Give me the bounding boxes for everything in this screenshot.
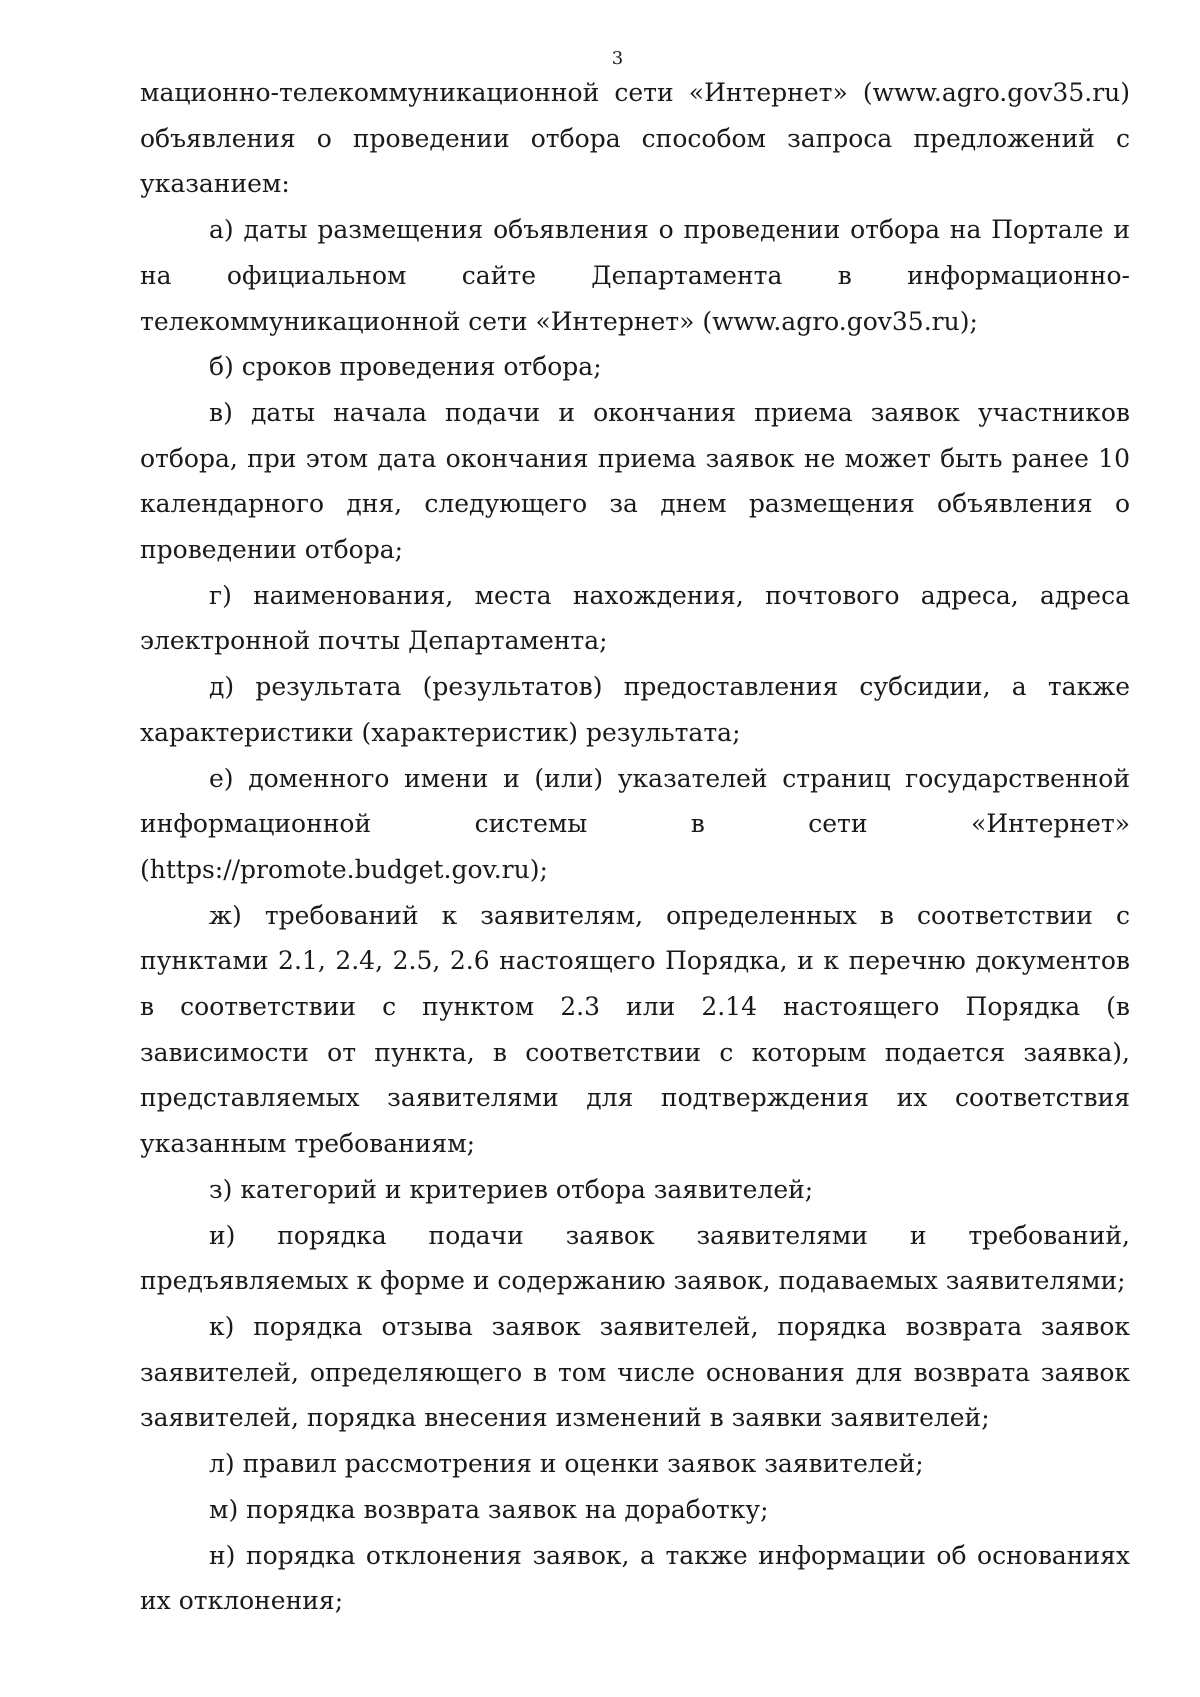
paragraph-continuation: мационно-телекоммуникационной сети «Интернет» (www.agro.gov35.ru) объявления о проведении отбора способом запроса предложений с указанием: — [140, 78, 1130, 199]
paragraph-item-v: в) даты начала подачи и окончания приема заявок участников отбора, при этом дата окончания приема заявок не может быть ранее 10 календарного дня, следующего за днем размещения объявления о проведении отбора; — [140, 397, 1130, 565]
paragraph-item-a: а) даты размещения объявления о проведении отбора на Портале и на официальном сайте Департамента в информационно-телекоммуникационной сети «Интернет» (www.agro.gov35.ru); — [140, 215, 1130, 336]
paragraph-item-b: б) сроков проведения отбора; — [209, 352, 602, 382]
paragraph-item-m: м) порядка возврата заявок на доработку; — [209, 1494, 769, 1524]
paragraph-item-n: н) порядка отклонения заявок, а также информации об основаниях их отклонения; — [140, 1540, 1130, 1616]
paragraph-item-k: к) порядка отзыва заявок заявителей, порядка возврата заявок заявителей, определяющего в том числе основания для возврата заявок заявителей, порядка внесения изменений в заявки заявителей; — [140, 1311, 1130, 1433]
paragraph-item-g: г) наименования, места нахождения, почтового адреса, адреса электронной почты Департамента; — [140, 580, 1130, 656]
paragraph-item-d: д) результата (результатов) предоставления субсидии, а также характеристики (характеристик) результата; — [140, 672, 1130, 747]
document-body — [140, 70, 1130, 1624]
paragraph-item-zh: ж) требований к заявителям, определенных в соответствии с пунктами 2.1, 2.4, 2.5, 2.6 настоящего Порядка, и к перечню документов в соответствии с пунктом 2.3 или 2.14 настоящего Порядка (в зависимости от пункта, в соответствии с которым подается заявка), представляемых заявителями для подтверждения их соответствия указанным требованиям; — [140, 900, 1130, 1159]
paragraph-item-e: е) доменного имени и (или) указателей страниц государственной информационной системы в сети «Интернет» (https://promote.budget.gov.ru); — [140, 763, 1130, 884]
page-number: 3 — [611, 48, 624, 69]
paragraph-item-z: з) категорий и критериев отбора заявителей; — [209, 1174, 814, 1204]
paragraph-item-l: л) правил рассмотрения и оценки заявок заявителей; — [209, 1449, 924, 1479]
paragraph-item-i: и) порядка подачи заявок заявителями и требований, предъявляемых к форме и содержанию заявок, подаваемых заявителями; — [140, 1220, 1130, 1296]
